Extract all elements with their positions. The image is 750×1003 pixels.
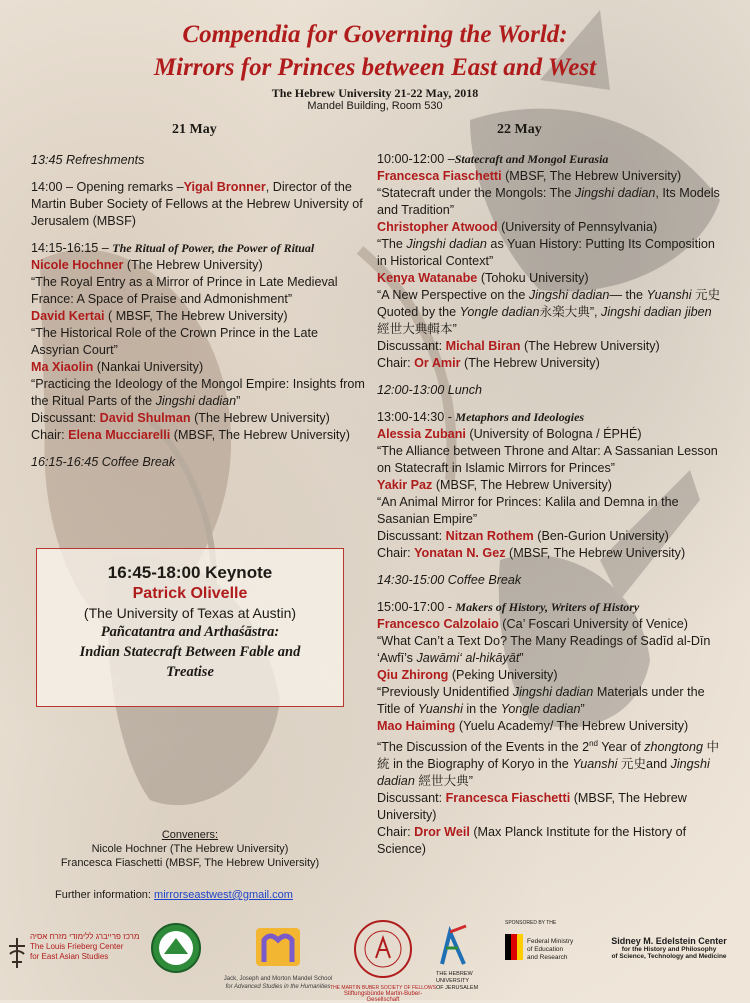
- chair: Chair: Elena Mucciarelli (MBSF, The Hebrew University): [31, 428, 350, 442]
- talk: Alessia Zubani (University of Bologna / ÉPHÉ): [377, 427, 642, 441]
- talk-title: “The Royal Entry as a Mirror of Prince in Late Medieval France: A Space of Praise and Admonishment”: [31, 275, 338, 306]
- talk: Mao Haiming (Yuelu Academy/ The Hebrew University): [377, 719, 689, 733]
- chair: Chair: Dror Weil (Max Planck Institute for the History of Science): [377, 825, 687, 857]
- session-header: 15:00-17:00 - Makers of History, Writers of History: [377, 600, 640, 614]
- chair: Chair: Yonatan N. Gez (MBSF, The Hebrew University): [377, 546, 686, 560]
- keynote-speaker: Patrick Olivelle: [132, 585, 248, 602]
- lunch-break: 12:00-13:00 Lunch: [377, 383, 483, 397]
- day2-heading: 22 May: [497, 122, 542, 137]
- talk-title: “Previously Unidentified Jingshi dadian Materials under the Title of Yuanshi in the Yongle dadian”: [377, 685, 705, 716]
- speaker-name: Yakir Paz: [377, 478, 433, 492]
- speaker-name: Christopher Atwood: [377, 220, 498, 234]
- coffee-break: 16:15-16:45 Coffee Break: [31, 455, 176, 469]
- session-title: Makers of History, Writers of History: [455, 600, 640, 614]
- talk: Ma Xiaolin (Nankai University): [31, 360, 204, 374]
- green-university-emblem-icon: [150, 922, 202, 979]
- opening-remarks: 14:00 – Opening remarks –Yigal Bronner, Director of the Martin Buber Society of Fellows at the Hebrew University of Jerusalem (MBSF): [31, 180, 363, 228]
- german-eagle-flag-icon: [505, 934, 523, 960]
- discussant: Discussant: Francesca Fiaschetti (MBSF, The Hebrew University): [377, 791, 687, 823]
- talk-title: “The Alliance between Throne and Altar: A Sassanian Lesson on Statecraft in Islamic Mirrors for Princes”: [377, 444, 718, 475]
- talk-title: “An Animal Mirror for Princes: Kalila and Demna in the Sasanian Empire”: [377, 495, 679, 526]
- speaker-name: Ma Xiaolin: [31, 360, 94, 374]
- title-line-2: Mirrors for Princes between East and West: [153, 54, 597, 81]
- speaker-name: Qiu Zhirong: [377, 668, 449, 682]
- keynote-affiliation: (The University of Texas at Austin): [83, 605, 297, 621]
- hebrew-university-logo: THE HEBREW UNIVERSITY OF JERUSALEM: [436, 924, 496, 992]
- frieberg-emblem-icon: [6, 936, 28, 970]
- conveners: Conveners: Nicole Hochner (The Hebrew University) Francesca Fiaschetti (MBSF, The Hebrew University): [40, 828, 340, 870]
- speaker-name: Francesco Calzolaio: [377, 617, 499, 631]
- keynote-box: [36, 548, 344, 707]
- session-header: 14:15-16:15 – The Ritual of Power, the Power of Ritual: [31, 241, 315, 255]
- keynote-title: Pañcatantra and Arthaśāstra: Indian Statecraft Between Fable and Treatise: [79, 624, 301, 680]
- mandel-m-icon: [252, 924, 304, 970]
- keynote-time: 16:45-18:00 Keynote: [107, 563, 273, 582]
- session-title: The Ritual of Power, the Power of Ritual: [112, 241, 315, 255]
- speaker-name: Nitzan Rothem: [445, 529, 534, 543]
- event-title: [0, 18, 750, 84]
- contact-email-link[interactable]: mirrorseastwest@gmail.com: [154, 889, 293, 901]
- speaker-name: Mao Haiming: [377, 719, 456, 733]
- discussant: Discussant: Nitzan Rothem (Ben-Gurion University): [377, 529, 669, 543]
- speaker-name: Michal Biran: [445, 339, 521, 353]
- talk-title: “Practicing the Ideology of the Mongol Empire: Insights from the Ritual Parts of the Jingshi dadian”: [31, 377, 365, 408]
- day1-column: [31, 152, 366, 471]
- speaker-name: Kenya Watanabe: [377, 271, 478, 285]
- session-header: 13:00-14:30 - Metaphors and Ideologies: [377, 410, 585, 424]
- talk: Qiu Zhirong (Peking University): [377, 668, 558, 682]
- speaker-name: David Kertai: [31, 309, 105, 323]
- event-venue: Mandel Building, Room 530: [307, 100, 443, 112]
- speaker-name: Francesca Fiaschetti: [377, 169, 502, 183]
- speaker-name: David Shulman: [99, 411, 191, 425]
- speaker-name: Yigal Bronner: [183, 180, 266, 194]
- talk-title: “Statecraft under the Mongols: The Jingshi dadian, Its Models and Tradition”: [377, 186, 720, 217]
- coffee-break: 14:30-15:00 Coffee Break: [377, 573, 522, 587]
- talk: Francesco Calzolaio (Ca’ Foscari University of Venice): [377, 617, 688, 631]
- martin-buber-society-logo: THE MARTIN BUBER SOCIETY OF FELLOWS Stiftungsbünde Martin-Buber-Gesellschaft: [328, 918, 438, 1003]
- speaker-name: Elena Mucciarelli: [68, 428, 171, 442]
- speaker-name: Alessia Zubani: [377, 427, 466, 441]
- speaker-name: Nicole Hochner: [31, 258, 124, 272]
- talk: Nicole Hochner (The Hebrew University): [31, 258, 263, 272]
- talk: Christopher Atwood (University of Pennsylvania): [377, 220, 658, 234]
- talk-title: “What Can’t a Text Do? The Many Readings of Sadīd al-Dīn ‘Awfī’s Jawāmi‘ al-hikāyāt”: [377, 634, 711, 665]
- buber-seal-icon: [352, 918, 414, 980]
- event-subtitle: The Hebrew University 21-22 May, 2018: [271, 86, 479, 100]
- talk-title: “The Discussion of the Events in the 2nd Year of zhongtong 中統 in the Biography of Koryo in the Yuanshi 元史and Jingshi dadian 經世大典”: [377, 739, 720, 789]
- talk: Francesca Fiaschetti (MBSF, The Hebrew University): [377, 169, 682, 183]
- title-line-1: Compendia for Governing the World:: [182, 21, 568, 48]
- talk: Kenya Watanabe (Tohoku University): [377, 271, 589, 285]
- talk-title: “The Historical Role of the Crown Prince in the Late Assyrian Court”: [31, 326, 318, 357]
- conveners-heading: Conveners:: [161, 829, 219, 841]
- speaker-name: Dror Weil: [414, 825, 470, 840]
- discussant: Discussant: David Shulman (The Hebrew University): [31, 411, 330, 425]
- talk: David Kertai ( MBSF, The Hebrew University): [31, 309, 288, 323]
- speaker-name: Or Amir: [414, 356, 461, 370]
- further-information: Further information: mirrorseastwest@gmail.com: [55, 889, 293, 901]
- huji-emblem-icon: [436, 924, 470, 966]
- session-title: Statecraft and Mongol Eurasia: [454, 152, 609, 166]
- talk-title: “A New Perspective on the Jingshi dadian— the Yuanshi 元史 Quoted by the Yongle dadian永楽大典”, Jingshi dadian jiben 經世大典輯本”: [377, 288, 721, 336]
- speaker-name: Yonatan N. Gez: [414, 546, 506, 560]
- session-title: Metaphors and Ideologies: [455, 410, 585, 424]
- edelstein-center-logo: Sidney M. Edelstein Center for the History and Philosophy of Science, Technology and Medicine: [611, 936, 727, 960]
- session-header: 10:00-12:00 –Statecraft and Mongol Eurasia: [377, 152, 609, 166]
- talk: Yakir Paz (MBSF, The Hebrew University): [377, 478, 612, 492]
- refreshments: 13:45 Refreshments: [31, 153, 145, 167]
- sponsor-logos: מרכז פרייברג ללימודי מזרח אסיה The Louis Frieberg Center for East Asian Studies Jack, Joseph and Morton Mandel School for Advanced Studies in the Humanities THE MARTIN BUBER SOCIETY OF FELLOWS Stiftungsbünde Martin-Buber-Gesellschaft THE HEBREW UNIVERSITY OF JERUSALEM SPONSORED BY THE Federal Ministry of Education and Research Sidney M. Edelstein Center for the History and Philosophy of Science, Technology and Medicine: [0, 918, 750, 1000]
- day2-column: [377, 151, 722, 858]
- day1-heading: 21 May: [172, 122, 217, 137]
- speaker-name: Francesca Fiaschetti: [445, 791, 571, 806]
- mandel-school-logo: Jack, Joseph and Morton Mandel School for Advanced Studies in the Humanities: [218, 924, 338, 991]
- talk-title: “The Jingshi dadian as Yuan History: Putting Its Composition in Historical Context”: [377, 237, 715, 268]
- chair: Chair: Or Amir (The Hebrew University): [377, 356, 600, 370]
- discussant: Discussant: Michal Biran (The Hebrew University): [377, 339, 660, 353]
- bmbf-logo: SPONSORED BY THE Federal Ministry of Education and Research: [505, 920, 574, 961]
